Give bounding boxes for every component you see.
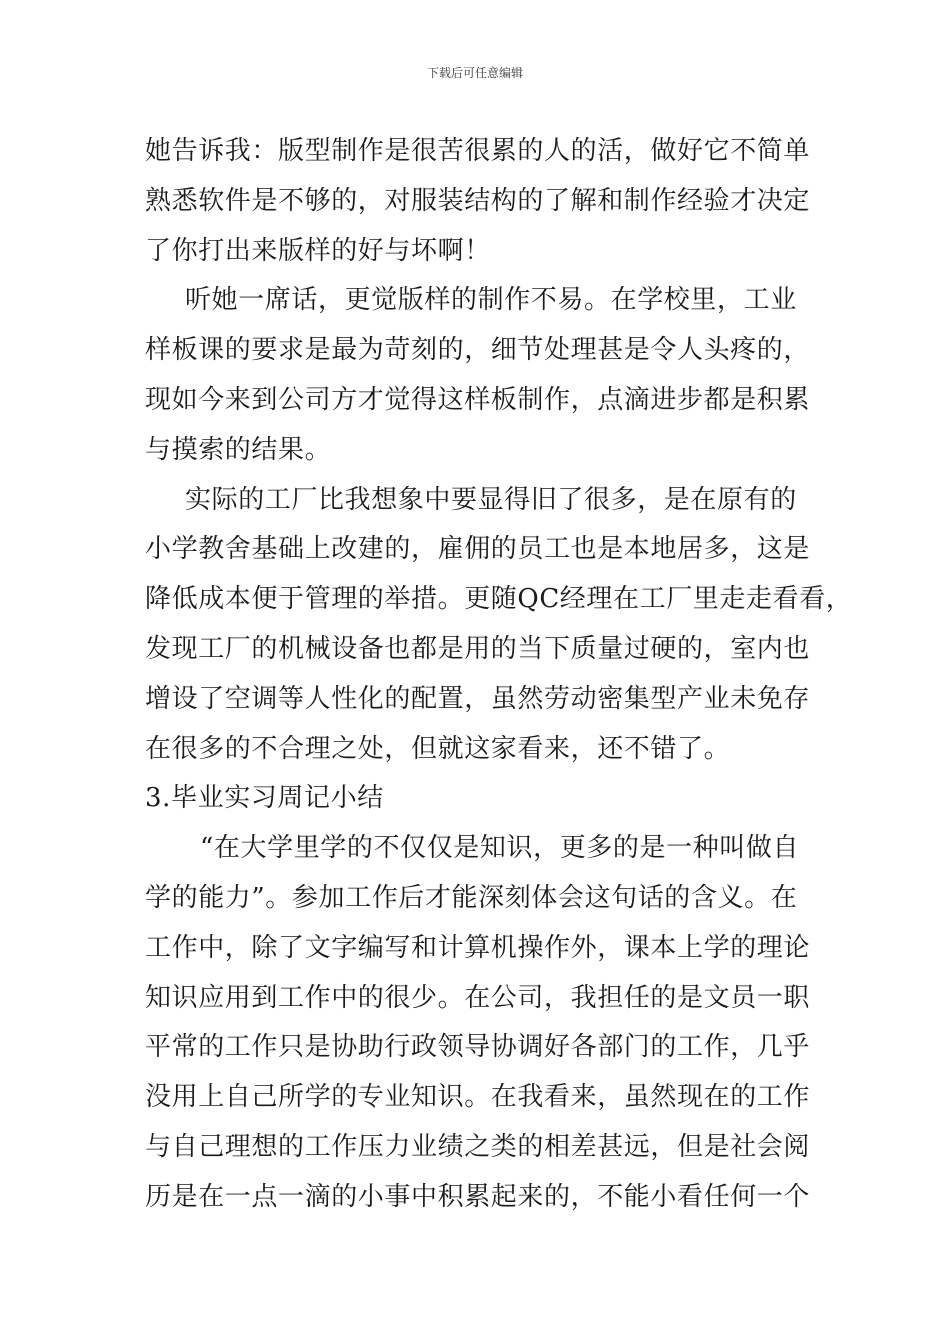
document-body [145, 127, 853, 1223]
text-line: 降低成本便于管理的举措。更随QC经理在工厂里走走看看， [145, 584, 853, 615]
text-line: 熟悉软件是不够的，对服装结构的了解和制作经验才决定 [145, 185, 811, 216]
text-line: 工作中，除了文字编写和计算机操作外，课本上学的理论 [145, 932, 811, 963]
text-line: “在大学里学的不仅仅是知识，更多的是一种叫做自 [200, 833, 800, 864]
text-line: 现如今来到公司方才觉得这样板制作，点滴进步都是积累 [145, 384, 811, 415]
text-line: 了你打出来版样的好与坏啊！ [145, 235, 491, 266]
text-line: 实际的工厂比我想象中要显得旧了很多，是在原有的 [185, 484, 797, 515]
text-line: 知识应用到工作中的很少。在公司，我担任的是文员一职 [145, 982, 811, 1013]
text-line: 小学教舍基础上改建的，雇佣的员工也是本地居多，这是 [145, 534, 811, 565]
text-line: 听她一席话，更觉版样的制作不易。在学校里，工业 [185, 285, 797, 316]
text-line: 3.毕业实习周记小结 [145, 783, 384, 814]
text-line: 在很多的不合理之处，但就这家看来，还不错了。 [145, 733, 731, 764]
text-line: 与自己理想的工作压力业绩之类的相差甚远，但是社会阅 [145, 1131, 811, 1162]
text-line: 历是在一点一滴的小事中积累起来的，不能小看任何一个 [145, 1181, 811, 1212]
text-line: 她告诉我：版型制作是很苦很累的人的活，做好它不简单 [145, 136, 811, 166]
text-line: 平常的工作只是协助行政领导协调好各部门的工作，几乎 [145, 1032, 811, 1063]
text-line: 学的能力”。参加工作后才能深刻体会这句话的含义。在 [145, 882, 798, 913]
text-line: 样板课的要求是最为苛刻的，细节处理甚是令人头疼的， [145, 335, 811, 366]
text-line: 与摸索的结果。 [145, 434, 332, 465]
text-line: 没用上自己所学的专业知识。在我看来，虽然现在的工作 [145, 1082, 811, 1113]
text-line: 发现工厂的机械设备也都是用的当下质量过硬的，室内也 [145, 633, 811, 664]
text-line: 增设了空调等人性化的配置，虽然劳动密集型产业未免存 [145, 683, 811, 714]
page-header: 下载后可任意编辑 [426, 66, 523, 80]
